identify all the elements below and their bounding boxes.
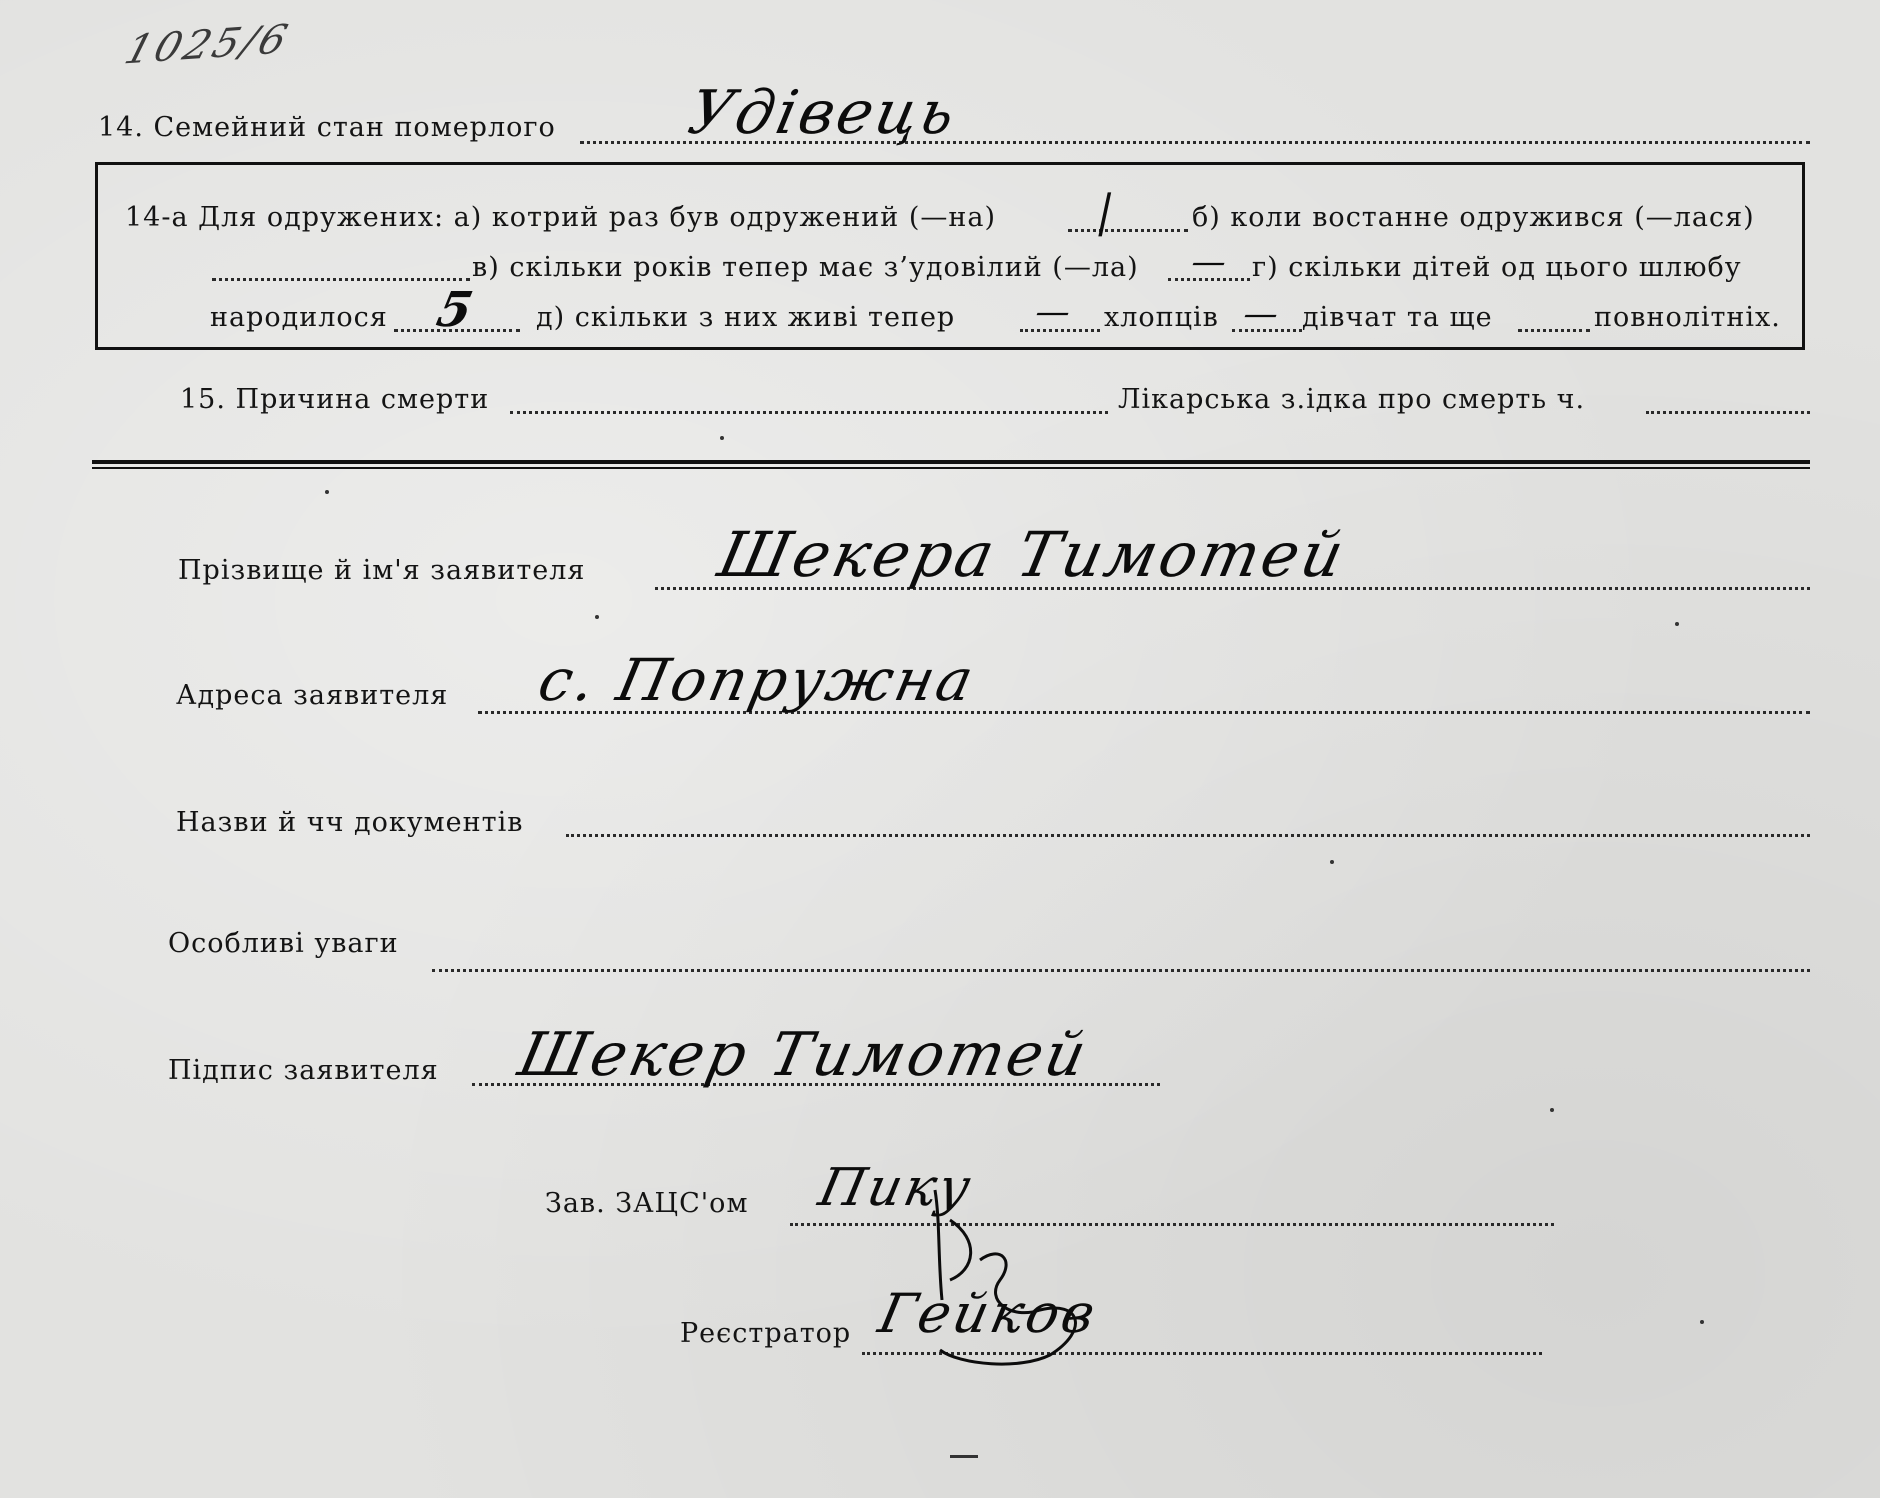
scan-speck — [1700, 1320, 1704, 1324]
item14a-line2-mid: в) скільки років тепер має з’удовілий (—ла) — [472, 252, 1139, 283]
scan-speck — [1550, 1108, 1554, 1112]
applicant-name-value: Шекера Тимотей — [712, 518, 1353, 591]
item14a-line3-dots-d — [1518, 329, 1590, 332]
separator-thin — [92, 467, 1810, 469]
item14a-line1-value: | — [1092, 186, 1122, 237]
applicant-address-value: с. Попружна — [532, 646, 982, 714]
remarks-label: Особливі уваги — [168, 928, 399, 959]
item14a-line3-girls: дівчат та ще — [1302, 302, 1493, 333]
signature-label: Підпис заявителя — [168, 1055, 439, 1086]
item14a-line3-mid: д) скільки з них живі тепер — [536, 302, 956, 333]
head-label: Зав. ЗАЦС'ом — [545, 1188, 749, 1219]
item14a-line2-dots — [212, 278, 470, 281]
item14a-line2-dash: — — [1187, 242, 1234, 282]
applicant-signature: Шекер Тимотей — [512, 1020, 1095, 1090]
scan-speck — [325, 490, 329, 494]
item14a-line2-tail: г) скільки дітей од цього шлюбу — [1252, 252, 1742, 283]
item14a-line1-label: 14-а Для одружених: а) котрий раз був одружений (—на) — [125, 202, 996, 233]
item14-value: Удівець — [682, 78, 964, 148]
documents-label: Назви й чч документів — [176, 807, 524, 838]
item14a-line3-boys: хлопців — [1104, 302, 1219, 333]
scan-speck — [950, 1455, 978, 1458]
item14a-line3-dash2: — — [1239, 294, 1286, 334]
applicant-name-label: Прізвище й ім'я заявителя — [178, 555, 586, 586]
registrar-label: Реєстратор — [680, 1318, 852, 1349]
item15-cause-line — [510, 411, 1108, 414]
scan-speck — [1330, 860, 1334, 864]
item14a-line3-tail: повнолітніх. — [1594, 302, 1781, 333]
applicant-address-label: Адреса заявителя — [176, 680, 449, 711]
registrar-signature: Гейков — [873, 1282, 1104, 1345]
registrar-signature-flourish — [900, 1240, 1160, 1400]
item14-label: 14. Семейний стан померлого — [98, 112, 556, 143]
item14a-line3-label: народилося — [210, 302, 388, 333]
item15-medical-label: Лікарська з.ідка про смерть ч. — [1118, 384, 1586, 415]
item14a-line3-dash1: — — [1031, 292, 1078, 332]
item15-medical-line — [1646, 411, 1810, 414]
remarks-line — [432, 969, 1810, 972]
item14a-line1-tail: б) коли востанне одружився (—лася) — [1192, 202, 1755, 233]
archive-number: 1025/6 — [119, 16, 296, 74]
item15-label: 15. Причина смерти — [180, 384, 490, 415]
item14a-line3-value: 5 — [432, 282, 481, 338]
separator-thick — [92, 460, 1810, 464]
scan-speck — [720, 436, 724, 440]
item14a-line1-dots — [1068, 229, 1188, 232]
scan-speck — [595, 615, 599, 619]
head-signature: Пику — [813, 1158, 979, 1218]
documents-line — [566, 834, 1810, 837]
scan-speck — [1675, 622, 1679, 626]
